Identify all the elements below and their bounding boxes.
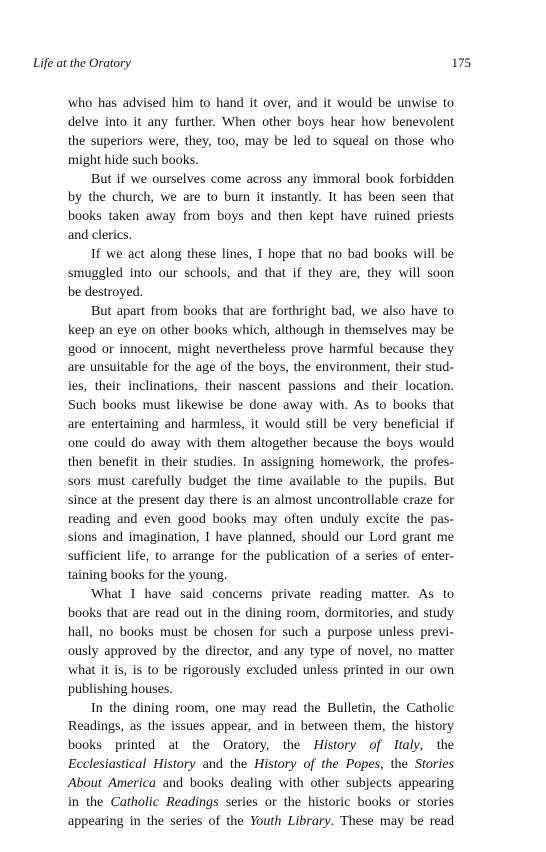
italic-title-text: History of the Popes	[254, 756, 381, 773]
text-segment: What I have said concerns private reading matter. As to	[91, 586, 454, 603]
running-header	[33, 54, 471, 72]
text-line	[68, 321, 454, 340]
text-segment: and books dealing with other subjects appearing	[155, 775, 454, 792]
text-segment: publishing houses.	[68, 680, 173, 697]
text-segment: But apart from books that are forthright bad, we also have to	[91, 302, 454, 319]
text-segment: in the	[68, 793, 111, 810]
text-line	[68, 680, 454, 699]
text-segment: Such books must likewise be done away with. As to books that	[68, 397, 454, 414]
text-line	[68, 566, 454, 585]
text-segment: If we act along these lines, I hope that no bad books will be	[91, 246, 454, 263]
text-segment: are unsuitable for the age of the boys, the environment, their stud-	[68, 359, 454, 376]
text-segment: smuggled into our schools, and that if they are, they will soon	[68, 265, 454, 282]
text-segment: In the dining room, one may read the Bulletin, the Catholic	[91, 699, 454, 716]
italic-title-text: Catholic Readings	[110, 793, 219, 810]
text-line	[68, 415, 454, 434]
text-line	[68, 604, 454, 623]
text-segment: delve into it any further. When other boys hear how benevolent	[68, 113, 454, 130]
text-segment: then benefit in their studies. In assigning homework, the profes-	[68, 453, 454, 470]
text-line	[68, 94, 454, 113]
text-line	[68, 245, 454, 264]
italic-title-text: Youth Library	[249, 812, 331, 829]
text-segment: sufficient life, to arrange for the publication of a series of enter-	[68, 548, 454, 565]
italic-title-text: Ecclesiastical History	[68, 756, 196, 773]
text-segment: by the church, we are to burn it instantly. It has been seen that	[68, 189, 454, 206]
text-line	[68, 642, 454, 661]
text-segment: be destroyed.	[68, 283, 144, 300]
text-segment: books taken away from boys and then kept have ruined priests	[68, 208, 454, 225]
text-line	[68, 453, 454, 472]
text-line	[68, 188, 454, 207]
text-line	[68, 132, 454, 151]
text-segment: But if we ourselves come across any immoral book forbidden	[91, 170, 454, 187]
text-line	[68, 623, 454, 642]
text-line	[68, 358, 454, 377]
text-segment: ously approved by the director, and any type of novel, no matter	[68, 642, 454, 659]
text-line	[68, 226, 454, 245]
page-number: 175	[451, 55, 471, 70]
text-segment: , the	[380, 756, 415, 773]
text-segment: books printed at the Oratory, the	[68, 737, 314, 754]
text-line	[68, 774, 454, 793]
text-segment: sions and imagination, I have planned, should our Lord grant me	[68, 529, 454, 546]
text-segment: what it is, is to be rigorously excluded unless printed in our own	[68, 661, 454, 678]
text-segment: one could do away with them altogether because the boys would	[68, 435, 454, 452]
text-segment: series or the historic books or stories	[218, 793, 454, 810]
text-segment: reading and even good books may often unduly excite the pas-	[68, 510, 454, 527]
text-line	[68, 396, 454, 415]
text-segment: good or innocent, might nevertheless prove harmful because they	[68, 340, 454, 357]
italic-title-text: History of Italy	[313, 737, 420, 754]
text-line	[68, 151, 454, 170]
text-line	[68, 793, 454, 812]
text-line	[68, 528, 454, 547]
text-segment: Readings, as the issues appear, and in between them, the history	[68, 718, 454, 735]
italic-title-text: Stories	[414, 756, 455, 773]
text-line	[68, 340, 454, 359]
text-segment: appearing in the series of the	[68, 812, 250, 829]
text-line	[68, 585, 454, 604]
body-text	[68, 94, 454, 831]
text-segment: hall, no books must be chosen for such a purpose unless previ-	[68, 623, 454, 640]
running-title: Life at the Oratory	[33, 55, 131, 70]
text-line	[68, 264, 454, 283]
text-segment: sors must carefully budget the time available to the pupils. But	[68, 472, 454, 489]
text-line	[68, 661, 454, 680]
text-segment: , the	[419, 737, 455, 754]
text-line	[68, 812, 454, 831]
text-segment: might hide such books.	[68, 151, 199, 168]
text-segment: . These may be read	[330, 812, 454, 829]
text-segment: the superiors were, they, too, may be led to squeal on those who	[68, 132, 454, 149]
text-segment: ies, their inclinations, their nascent passions and their location.	[68, 378, 454, 395]
text-segment: taining books for the young.	[68, 567, 228, 584]
text-line	[68, 377, 454, 396]
text-segment: are entertaining and harmless, it would still be very beneficial if	[68, 416, 454, 433]
text-segment: and clerics.	[68, 227, 133, 244]
text-segment: and the	[195, 756, 255, 773]
text-line	[68, 510, 454, 529]
text-segment: who has advised him to hand it over, and it would be unwise to	[68, 95, 454, 111]
text-line	[68, 170, 454, 189]
text-line	[68, 207, 454, 226]
text-line	[68, 491, 454, 510]
text-line	[68, 547, 454, 566]
text-line	[68, 736, 454, 755]
text-line	[68, 717, 454, 736]
text-line	[68, 283, 454, 302]
text-line	[68, 434, 454, 453]
text-line	[68, 302, 454, 321]
italic-title-text: About America	[68, 775, 156, 792]
text-line	[68, 699, 454, 718]
text-segment: keep an eye on other books which, although in themselves may be	[68, 321, 454, 338]
text-line	[68, 113, 454, 132]
text-segment: books that are read out in the dining room, dormitories, and study	[68, 605, 454, 622]
text-segment: since at the present day there is an almost uncontrollable craze for	[68, 491, 454, 508]
text-line	[68, 472, 454, 491]
text-line	[68, 755, 454, 774]
